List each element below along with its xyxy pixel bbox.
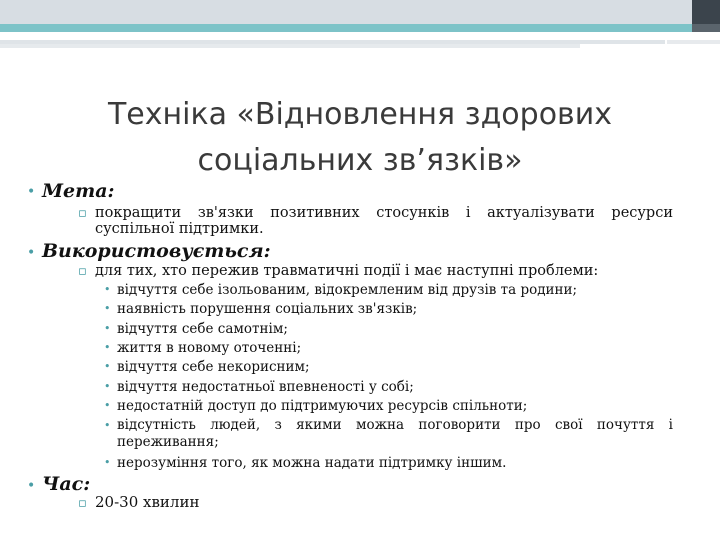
list-item: відчуття себе ізольованим, відокремленим від друзів та родини; — [117, 282, 578, 298]
sub-bullet-marker: ▫ — [78, 264, 87, 279]
bullet-marker: • — [27, 245, 36, 261]
list-item: відчуття себе самотнім; — [117, 321, 288, 337]
title-line-1: Техніка «Відновлення здорових — [107, 97, 612, 132]
sub-sub-bullet-marker: • — [104, 302, 111, 315]
title-line-2: соціальних зв’язків» — [197, 143, 523, 178]
sub-bullet-marker: ▫ — [78, 496, 87, 511]
section-heading: Час: — [42, 473, 91, 495]
bullet-marker: • — [27, 478, 36, 494]
decor-stripe — [0, 44, 580, 48]
section-heading: Використовується: — [42, 240, 271, 262]
list-item: для тих, хто пережив травматичні події і має наступні проблеми: — [95, 263, 599, 279]
list-item: 20-30 хвилин — [95, 493, 200, 511]
sub-sub-bullet-marker: • — [104, 399, 111, 412]
section-heading: Мета: — [42, 180, 115, 202]
sub-sub-bullet-marker: • — [104, 419, 111, 432]
list-item: покращити зв'язки позитивних стосунків і актуалізувати ресурси суспільної підтримки. — [95, 205, 673, 237]
list-item: відчуття себе некорисним; — [117, 359, 310, 375]
sub-sub-bullet-marker: • — [104, 341, 111, 354]
sub-sub-bullet-marker: • — [104, 322, 111, 335]
list-item: наявність порушення соціальних зв'язків; — [117, 301, 418, 317]
decor-stripe — [667, 40, 720, 44]
sub-sub-bullet-marker: • — [104, 456, 111, 469]
sub-sub-bullet-marker: • — [104, 360, 111, 373]
list-item: нерозуміння того, як можна надати підтримку іншим. — [117, 455, 507, 471]
accent-line — [0, 24, 692, 32]
list-item: недостатній доступ до підтримуючих ресурсів спільноти; — [117, 398, 528, 414]
slide-title — [60, 92, 660, 184]
list-item: життя в новому оточенні; — [117, 340, 302, 356]
sub-sub-bullet-marker: • — [104, 283, 111, 296]
accent-line-tail — [692, 24, 720, 32]
list-item: відчуття недостатньої впевненості у собі; — [117, 379, 414, 395]
header-band — [0, 0, 720, 24]
sub-bullet-marker: ▫ — [78, 206, 87, 221]
bullet-marker: • — [27, 184, 36, 200]
header-corner — [692, 0, 720, 24]
list-item: відсутність людей, з якими можна поговорити про свої почуття і переживання; — [117, 417, 673, 450]
sub-sub-bullet-marker: • — [104, 380, 111, 393]
